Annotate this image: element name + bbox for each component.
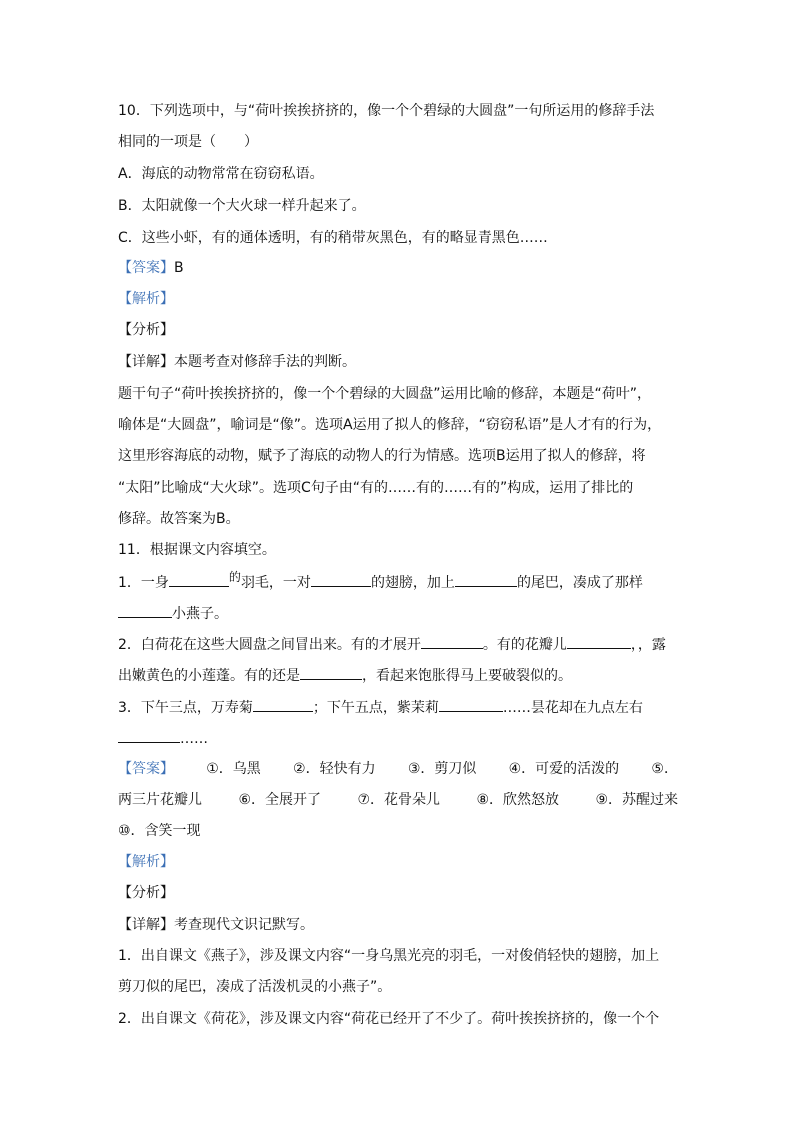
answer-item: ⑨．苏醒过来 bbox=[595, 792, 678, 808]
answer-tag: 【答案】 bbox=[118, 260, 174, 276]
q11-answers-line3: ⑩．含笑一现 bbox=[118, 823, 201, 839]
q10-stem-line2: 相同的一项是（ ） bbox=[118, 134, 258, 150]
blank bbox=[169, 572, 229, 587]
q10-analysis-tag: 【解析】 bbox=[118, 291, 174, 307]
text: 的 bbox=[228, 570, 241, 584]
q11-detail bbox=[118, 915, 314, 935]
q10-detail bbox=[118, 352, 356, 372]
q10-option-c: C．这些小虾，有的通体透明，有的稍带灰黑色，有的略显青黑色…… bbox=[118, 230, 548, 246]
blank bbox=[439, 697, 503, 712]
q11-item1-line1 bbox=[118, 572, 643, 593]
text: ……昙花却在九点左右 bbox=[502, 700, 643, 716]
text: 。有的花瓣儿 bbox=[482, 637, 567, 653]
text: ，看起来饱胀得马上要破裂似的。 bbox=[362, 668, 572, 684]
text: ，，露 bbox=[630, 637, 666, 653]
text: …… bbox=[180, 731, 208, 747]
blank bbox=[311, 572, 371, 587]
q11-stem: 11．根据课文内容填空。 bbox=[118, 542, 276, 558]
text: 3．下午三点，万寿菊 bbox=[118, 700, 253, 716]
detail-tag: 【详解】 bbox=[118, 354, 174, 370]
q10-option-a: A．海底的动物常常在窃窃私语。 bbox=[118, 166, 324, 182]
q11-answers-line1 bbox=[118, 759, 678, 779]
blank bbox=[455, 572, 517, 587]
answer-tag: 【答案】 bbox=[118, 761, 174, 777]
answer-item: ⑧．欣然怒放 bbox=[476, 792, 559, 808]
answer-item: ⑦．花骨朵儿 bbox=[357, 792, 440, 808]
q11-answers-line2 bbox=[118, 790, 678, 810]
q10-explain-line: 喻体是“大圆盘”，喻词是“像”。选项A运用了拟人的修辞，“窃窃私语”是人才有的行为， bbox=[118, 417, 662, 433]
q11-item1-line2 bbox=[118, 603, 228, 624]
text: 的翅膀，加上 bbox=[370, 575, 455, 591]
q11-explain-line: 2．出自课文《荷花》，涉及课文内容“荷花已经开了不少了。荷叶挨挨挤挤的，像一个个 bbox=[118, 1011, 660, 1027]
text: 的尾巴，凑成了那样 bbox=[516, 575, 643, 591]
answer-item: ⑥．全展开了 bbox=[238, 792, 321, 808]
blank bbox=[118, 603, 172, 618]
text: 羽毛，一对 bbox=[240, 575, 311, 591]
text: 1．一身 bbox=[118, 575, 169, 591]
q10-option-b: B．太阳就像一个大火球一样升起来了。 bbox=[118, 198, 366, 214]
q10-answer bbox=[118, 258, 184, 278]
detail-text: 本题考查对修辞手法的判断。 bbox=[174, 354, 356, 370]
q11-item2-line2 bbox=[118, 665, 572, 686]
q11-item3-line2 bbox=[118, 728, 208, 749]
detail-text: 考查现代文识记默写。 bbox=[174, 917, 314, 933]
text: ；下午五点，紫茉莉 bbox=[312, 700, 439, 716]
q11-item3-line1 bbox=[118, 697, 643, 718]
q10-fenxi-tag: 【分析】 bbox=[118, 322, 174, 338]
answer-value: B bbox=[174, 260, 184, 276]
q10-explain-line: “太阳”比喻成“大火球”。选项C句子由“有的……有的……有的”构成，运用了排比的 bbox=[118, 480, 634, 496]
q10-explain-line: 这里形容海底的动物，赋予了海底的动物人的行为情感。选项B运用了拟人的修辞，将 bbox=[118, 448, 646, 464]
blank bbox=[421, 634, 483, 649]
answer-item: ⑤． bbox=[651, 761, 678, 777]
detail-tag: 【详解】 bbox=[118, 917, 174, 933]
q11-item2-line1 bbox=[118, 634, 666, 655]
text: 小燕子。 bbox=[172, 606, 228, 622]
blank bbox=[567, 634, 631, 649]
q10-explain-line: 修辞。故答案为B。 bbox=[118, 511, 240, 527]
q11-explain-line: 剪刀似的尾巴，凑成了活泼机灵的小燕子”。 bbox=[118, 979, 392, 995]
q10-explain-line: 题干句子“荷叶挨挨挤挤的，像一个个碧绿的大圆盘”运用比喻的修辞，本题是“荷叶”， bbox=[118, 386, 652, 402]
answer-item: ②．轻快有力 bbox=[293, 761, 376, 777]
q11-analysis-tag: 【解析】 bbox=[118, 854, 174, 870]
answer-item: 两三片花瓣儿 bbox=[118, 792, 202, 808]
q11-explain-line: 1．出自课文《燕子》，涉及课文内容“一身乌黑光亮的羽毛，一对俊俏轻快的翅膀，加上 bbox=[118, 948, 660, 964]
blank bbox=[118, 728, 180, 743]
answer-item: ④．可爱的活泼的 bbox=[508, 761, 620, 777]
answer-item: ③．剪刀似 bbox=[407, 761, 477, 777]
q11-fenxi-tag: 【分析】 bbox=[118, 885, 174, 901]
blank bbox=[253, 697, 313, 712]
blank bbox=[300, 665, 362, 680]
text: 出嫩黄色的小莲蓬。有的还是 bbox=[118, 668, 300, 684]
text: 2．白荷花在这些大圆盘之间冒出来。有的才展开 bbox=[118, 637, 421, 653]
answer-item: ①．乌黑 bbox=[206, 761, 261, 777]
q10-stem-line1: 10．下列选项中，与“荷叶挨挨挤挤的，像一个个碧绿的大圆盘”一句所运用的修辞手法 bbox=[118, 103, 655, 119]
